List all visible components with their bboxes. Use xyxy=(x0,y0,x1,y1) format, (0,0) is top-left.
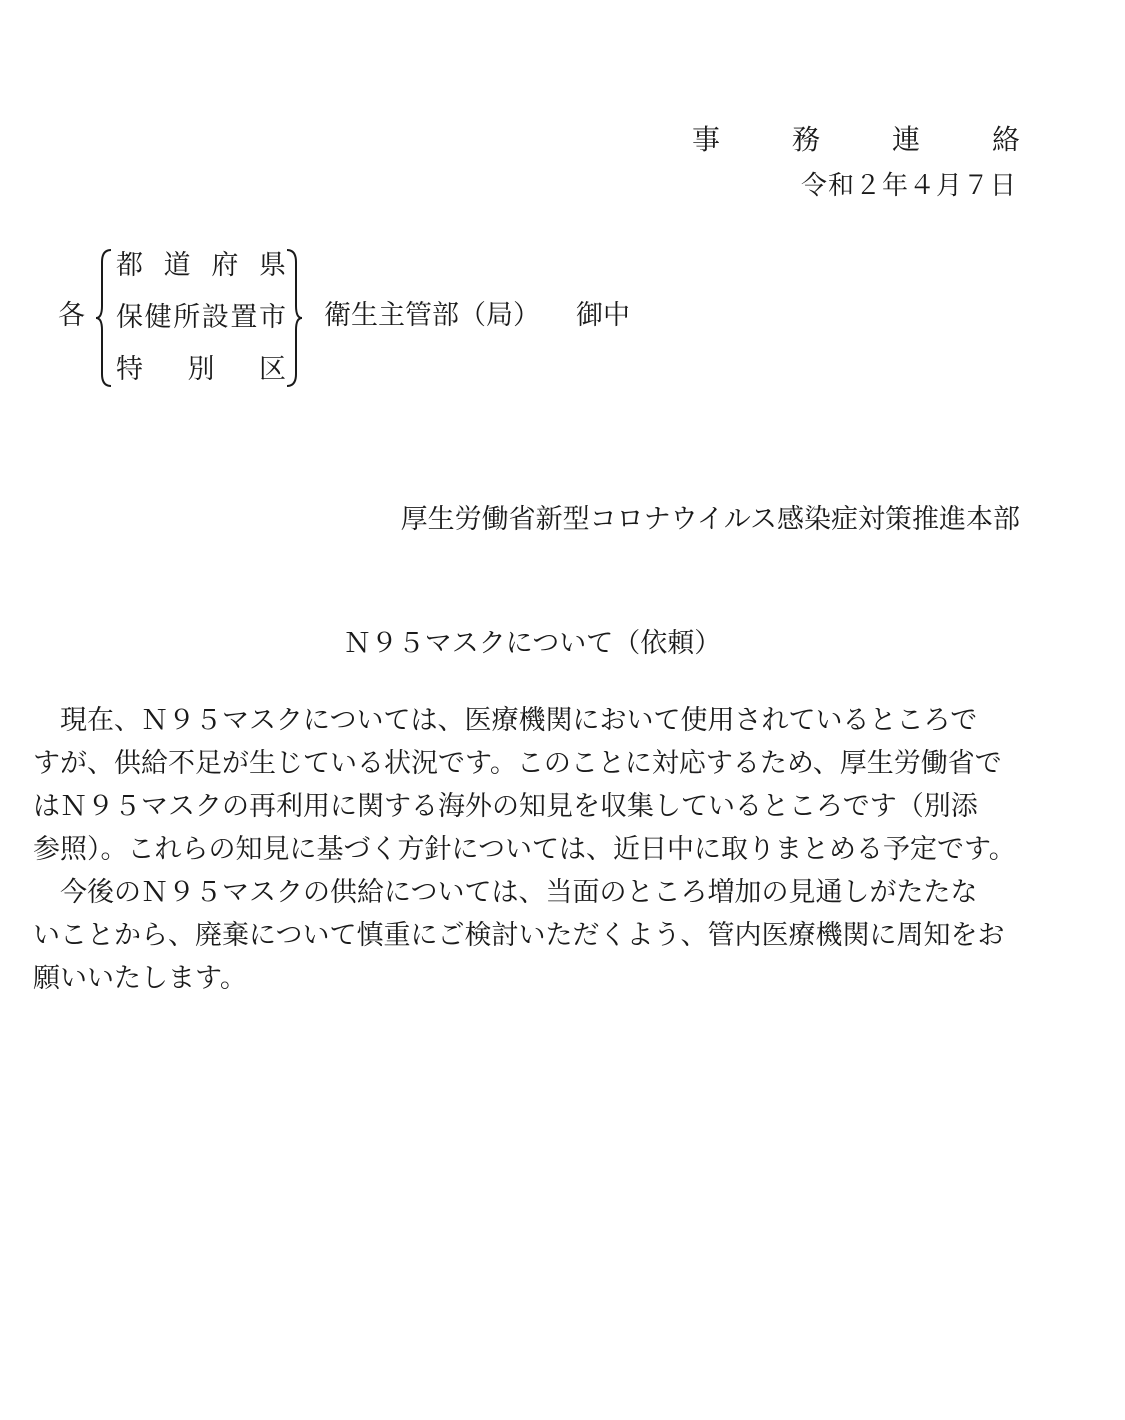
recipient-line-health-center-cities: 保 健 所 設 置 市 xyxy=(116,302,286,333)
left-brace-icon xyxy=(94,248,114,388)
recipient-line-prefectures: 都 道 府 県 xyxy=(116,250,286,281)
document-type-label: 事 務 連 絡 xyxy=(691,123,1042,156)
right-brace-icon xyxy=(284,248,304,388)
body-line: 願いいたします。 xyxy=(33,963,247,994)
sender-name: 厚生労働省新型コロナウイルス感染症対策推進本部 xyxy=(400,504,1020,535)
body-line: 今後のＮ９５マスクの供給については、当面のところ増加の見通しがたたな xyxy=(33,877,978,908)
recipient-prefix: 各 xyxy=(58,300,85,331)
recipient-honorific: 御中 xyxy=(576,300,630,331)
recipient-line-special-wards: 特 別 区 xyxy=(116,354,286,385)
body-line: はＮ９５マスクの再利用に関する海外の知見を収集しているところです（別添 xyxy=(33,791,978,822)
body-line: 参照）。これらの知見に基づく方針については、近日中に取りまとめる予定です。 xyxy=(33,834,1016,865)
document-subject: Ｎ９５マスクについて（依頼） xyxy=(343,628,722,659)
body-line: いことから、廃棄について慎重にご検討いただくよう、管内医療機関に周知をお xyxy=(33,920,1005,951)
document-body xyxy=(33,700,1023,1001)
recipient-department: 衛生主管部（局） xyxy=(324,300,540,331)
body-line: 現在、Ｎ９５マスクについては、医療機関において使用されているところで xyxy=(33,705,978,736)
document-date: 令和２年４月７日 xyxy=(800,171,1017,201)
body-line: すが、供給不足が生じている状況です。このことに対応するため、厚生労働省で xyxy=(33,748,1002,779)
recipient-block xyxy=(58,240,698,390)
recipient-list xyxy=(116,240,286,396)
